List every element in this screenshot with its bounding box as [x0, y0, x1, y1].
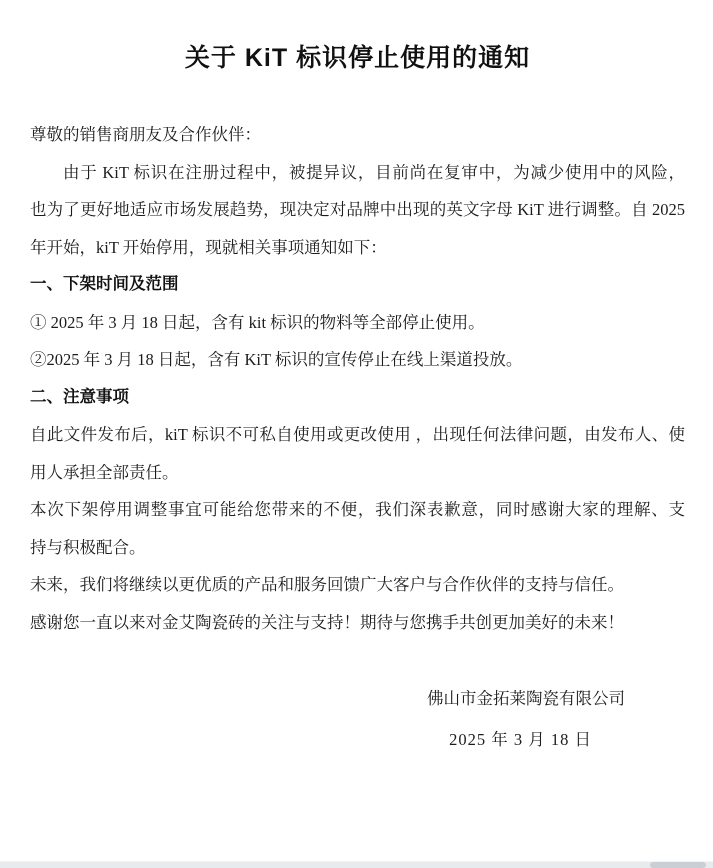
- signature-date: 2025 年 3 月 18 日: [449, 729, 592, 749]
- section-heading-1: 一、下架时间及范围: [30, 275, 179, 293]
- paragraph-line: 也为了更好地适应市场发展趋势，现决定对品牌中出现的英文字母 KiT 进行调整。自 2025: [30, 200, 685, 219]
- paragraph-line: 自此文件发布后，kiT 标识不可私自使用或更改使用 ，出现任何法律问题，由发布人、使: [30, 425, 685, 444]
- paragraph-line: 用人承担全部责任。: [30, 462, 179, 482]
- scrollbar-thumb[interactable]: [650, 862, 706, 868]
- list-item-2: ②2025 年 3 月 18 日起，含有 KiT 标识的宣传停止在线上渠道投放。: [30, 350, 523, 369]
- section-heading-2: 二、注意事项: [30, 387, 129, 406]
- document-title: 关于 KiT 标识停止使用的通知: [184, 44, 531, 72]
- paragraph-line: 未来，我们将继续以更优质的产品和服务回馈广大客户与合作伙伴的支持与信任。: [30, 575, 624, 594]
- paragraph-line: 由于 KiT 标识在注册过程中，被提异议，目前尚在复审中，为减少使用中的风险，: [63, 162, 685, 182]
- list-item-1: ① 2025 年 3 月 18 日起，含有 kit 标识的物料等全部停止使用。: [30, 312, 485, 332]
- paragraph-line: 年开始，kiT 开始停用，现就相关事项通知如下：: [30, 237, 387, 257]
- paragraph-line: 持与积极配合。: [30, 537, 146, 557]
- greeting-line: 尊敬的销售商朋友及合作伙伴：: [30, 125, 261, 144]
- signature-company: 佛山市金拓莱陶瓷有限公司: [427, 689, 625, 708]
- paragraph-line: 本次下架停用调整事宜可能给您带来的不便，我们深表歉意，同时感谢大家的理解、支: [30, 500, 685, 519]
- horizontal-scrollbar[interactable]: [0, 861, 713, 868]
- paragraph-line: 感谢您一直以来对金艾陶瓷砖的关注与支持！期待与您携手共创更加美好的未来！: [30, 612, 624, 632]
